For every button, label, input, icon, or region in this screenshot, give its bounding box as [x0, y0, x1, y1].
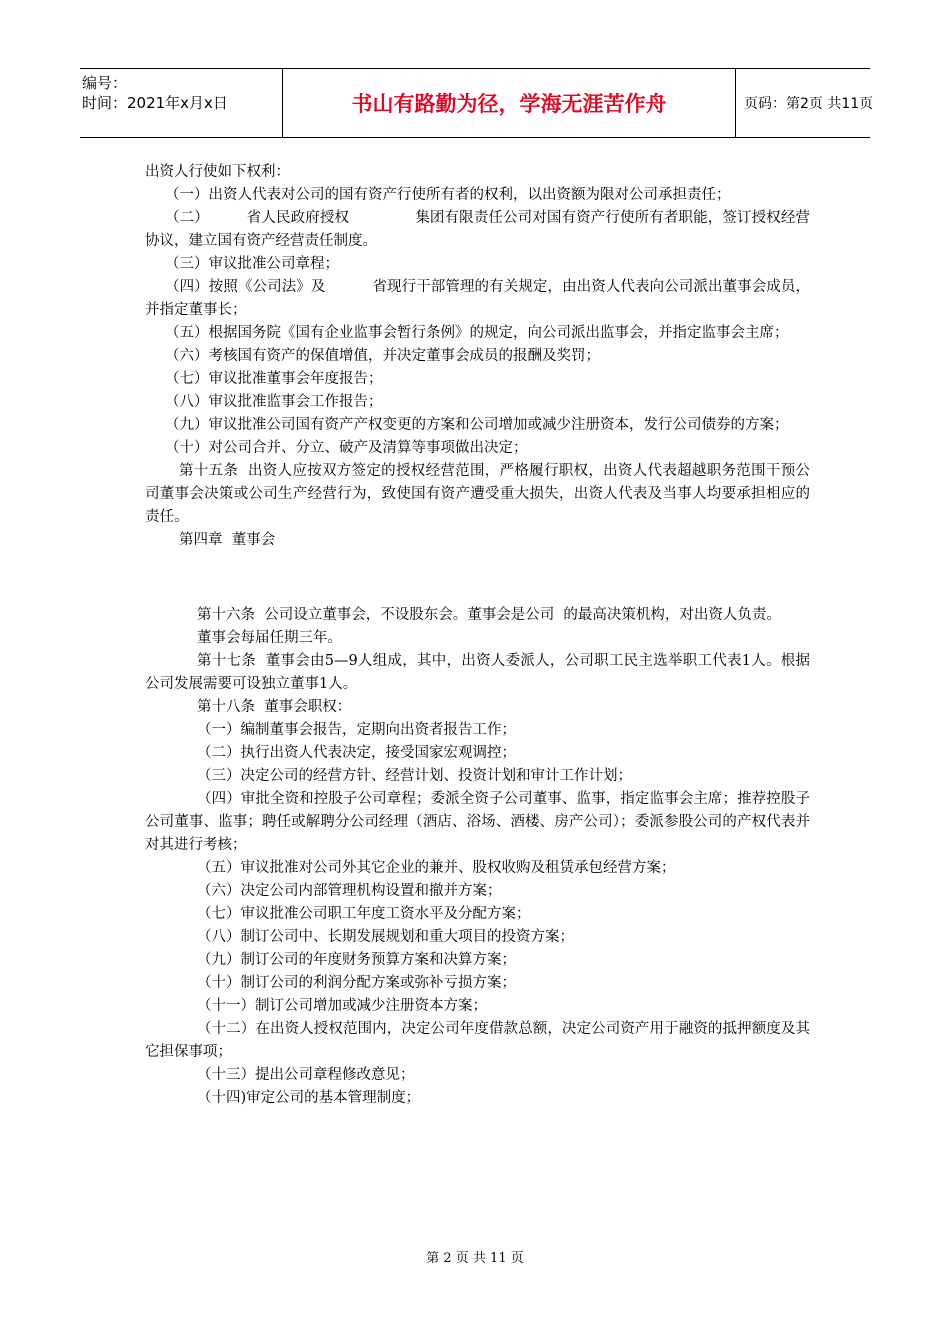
paragraph: （二） 省人民政府授权 集团有限责任公司对国有资产行使所有者职能，签订授权经营协议，建立国有资产经营责任制度。 — [145, 210, 810, 249]
document-number-label: 编号： — [82, 74, 128, 92]
paragraph: 第十五条 出资人应按双方签定的授权经营范围，严格履行职权，出资人代表超越职务范围干预公司董事会决策或公司生产经营行为，致使国有资产遭受重大损失，出资人代表及当事人均要承担相应的责任。 — [145, 463, 810, 525]
page-header — [80, 68, 874, 138]
paragraph: （十四)审定公司的基本管理制度； — [197, 1090, 421, 1106]
paragraph: （五）根据国务院《国有企业监事会暂行条例》的规定，向公司派出监事会，并指定监事会主席； — [165, 325, 789, 341]
paragraph: （七）审议批准公司职工年度工资水平及分配方案； — [197, 906, 531, 922]
paragraph: （六）决定公司内部管理机构设置和撤并方案； — [197, 883, 502, 899]
paragraph: 第十八条 董事会职权： — [197, 699, 352, 715]
paragraph: （二）执行出资人代表决定，接受国家宏观调控； — [197, 745, 516, 761]
header-left-cell — [80, 69, 282, 137]
paragraph: （十三）提出公司章程修改意见； — [197, 1067, 415, 1083]
paragraph: （七）审议批准董事会年度报告； — [165, 371, 383, 387]
header-motto: 书山有路勤为径，学海无涯苦作舟 — [282, 69, 736, 137]
paragraph: 第四章 董事会 — [179, 532, 276, 548]
blank-line — [145, 567, 810, 590]
paragraph: 第十七条 董事会由5—9人组成，其中，出资人委派人，公司职工民主选举职工代表1人。根据公司发展需要可设独立董事1人。 — [145, 653, 810, 692]
paragraph: （八）制订公司中、长期发展规划和重大项目的投资方案； — [197, 929, 574, 945]
paragraph: （三）决定公司的经营方针、经营计划、投资计划和审计工作计划； — [197, 768, 632, 784]
paragraph: （十）对公司合并、分立、破产及清算等事项做出决定； — [165, 440, 528, 456]
header-page-number: 页码：第2页 共11页 — [744, 96, 874, 112]
paragraph: （四）审批全资和控股子公司章程；委派全资子公司董事、监事，指定监事会主席；推荐控股子公司董事、监事；聘任或解聘分公司经理（酒店、浴场、酒楼、房产公司）；委派参股公司的产权代表并对其进行考核； — [145, 791, 810, 853]
paragraph: （六）考核国有资产的保值增值，并决定董事会成员的报酬及奖罚； — [165, 348, 600, 364]
paragraph: （八）审议批准监事会工作报告； — [165, 394, 383, 410]
document-body — [145, 161, 810, 1110]
paragraph: （一）出资人代表对公司的国有资产行使所有者的权利，以出资额为限对公司承担责任； — [165, 187, 731, 203]
paragraph: （十）制订公司的利润分配方案或弥补亏损方案； — [197, 975, 516, 991]
document-date-label: 时间：2021年x月x日 — [82, 94, 228, 112]
paragraph: （五）审议批准对公司外其它企业的兼并、股权收购及租赁承包经营方案； — [197, 860, 676, 876]
paragraph: （四）按照《公司法》及 省现行干部管理的有关规定，由出资人代表向公司派出董事会成员，并指定董事长； — [145, 279, 810, 318]
paragraph: 出资人行使如下权利： — [145, 164, 290, 180]
paragraph: （一）编制董事会报告，定期向出资者报告工作； — [197, 722, 516, 738]
paragraph: （九）审议批准公司国有资产产权变更的方案和公司增加或减少注册资本，发行公司债券的方案； — [165, 417, 789, 433]
paragraph: （三）审议批准公司章程； — [165, 256, 339, 272]
paragraph: （九）制订公司的年度财务预算方案和决算方案； — [197, 952, 516, 968]
paragraph: 董事会每届任期三年。 — [197, 630, 342, 646]
page-footer: 第 2 页 共 11 页 — [426, 1251, 524, 1266]
paragraph: （十一）制订公司增加或减少注册资本方案； — [197, 998, 487, 1014]
paragraph: 第十六条 公司设立董事会，不设股东会。董事会是公司 的最高决策机构，对出资人负责。 — [197, 607, 781, 623]
paragraph: （十二）在出资人授权范围内，决定公司年度借款总额，决定公司资产用于融资的抵押额度及其它担保事项； — [145, 1021, 810, 1060]
